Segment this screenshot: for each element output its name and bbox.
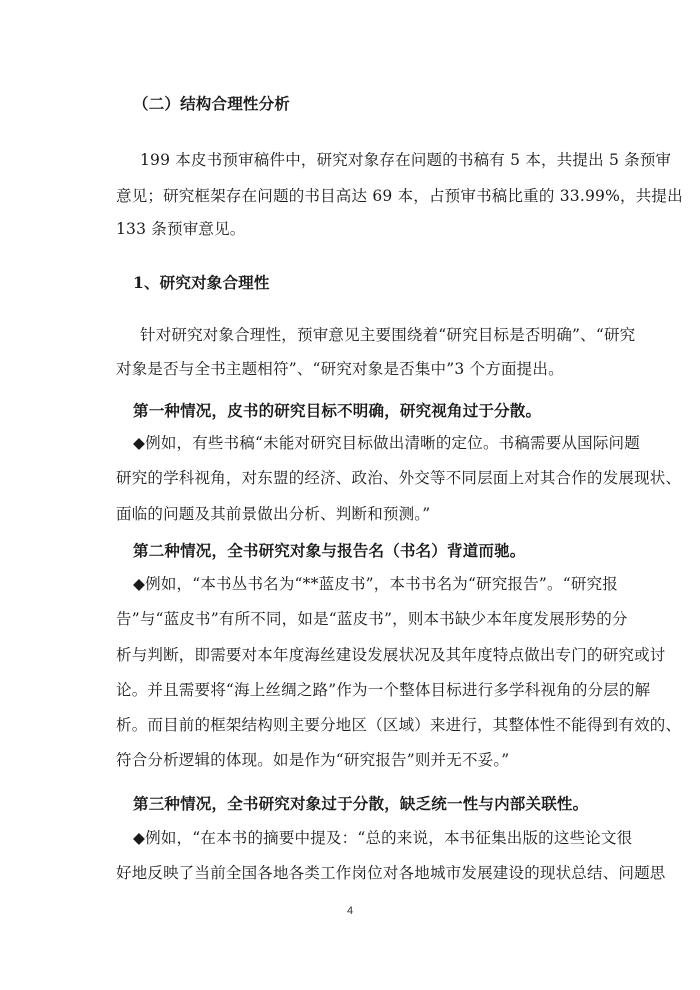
case-3-heading: 第三种情况，全书研究对象过于分散，缺乏统一性与内部关联性。 — [133, 794, 589, 813]
case-1-line-1: ◆例如，有些书稿“未能对研究目标做出清晰的定位。书稿需要从国际问题 — [133, 434, 640, 452]
case-2-line-3: 析与判断，即需要对本年度海丝建设发展状况及其年度特点做出专门的研究或讨 — [116, 646, 666, 664]
case-2-heading: 第二种情况，全书研究对象与报告名（书名）背道而驰。 — [133, 541, 526, 560]
page-number: 4 — [346, 905, 354, 917]
case-2-line-2: 告”与“蓝皮书”有所不同，如是“蓝皮书”，则本书缺少本年度发展形势的分 — [116, 610, 628, 628]
case-1-line-2: 研究的学科视角，对东盟的经济、政治、外交等不同层面上对其合作的发展现状、 — [116, 469, 682, 487]
case-3-line-1: ◆例如，“在本书的摘要中提及：“总的来说，本书征集出版的这些论文很 — [133, 829, 633, 847]
sub-heading: 1、研究对象合理性 — [133, 273, 270, 292]
paragraph-1-line-3: 133 条预审意见。 — [116, 220, 246, 238]
case-1-line-3: 面临的问题及其前景做出分析、判断和预测。” — [116, 505, 431, 523]
paragraph-2-line-2: 对象是否与全书主题相符”、“研究对象是否集中”3 个方面提出。 — [116, 360, 564, 378]
case-3-line-2: 好地反映了当前全国各地各类工作岗位对各地城市发展建设的现状总结、问题思 — [116, 864, 666, 882]
case-1-heading: 第一种情况，皮书的研究目标不明确，研究视角过于分散。 — [133, 401, 542, 420]
case-2-line-4: 论。并且需要将“海上丝绸之路”作为一个整体目标进行多学科视角的分层的解 — [116, 681, 651, 699]
paragraph-1-line-1: 199 本皮书预审稿件中，研究对象存在问题的书稿有 5 本，共提出 5 条预审 — [140, 151, 672, 169]
case-2-line-1: ◆例如，“本书丛书名为“**蓝皮书”，本书书名为“研究报告”。“研究报 — [133, 575, 618, 593]
case-2-line-6: 符合分析逻辑的体现。如是作为“研究报告”则并无不妥。” — [116, 751, 510, 769]
paragraph-2-line-1: 针对研究对象合理性，预审意见主要围绕着“研究目标是否明确”、“研究 — [140, 326, 636, 344]
section-heading: （二）结构合理性分析 — [133, 94, 291, 113]
case-2-line-5: 析。而目前的框架结构则主要分地区（区域）来进行，其整体性不能得到有效的、 — [116, 716, 682, 734]
paragraph-1-line-2: 意见；研究框架存在问题的书目高达 69 本，占预审书稿比重的 33.99%，共提出 — [116, 187, 683, 205]
